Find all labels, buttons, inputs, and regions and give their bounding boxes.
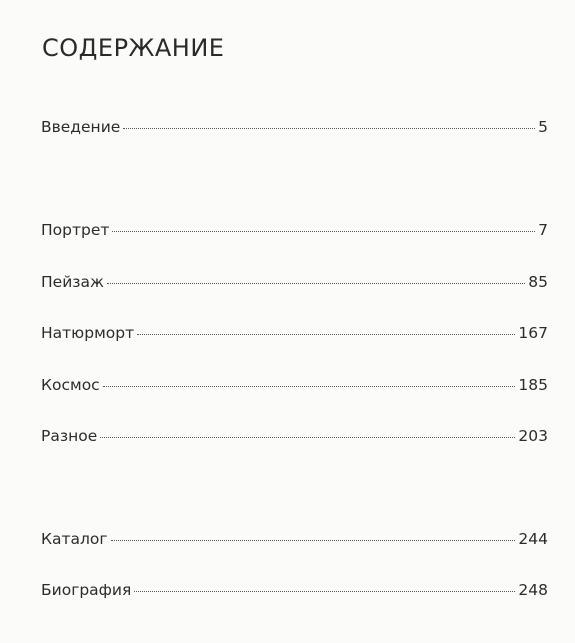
toc-entry-miscellaneous[interactable] [41, 427, 548, 451]
toc-entry-label: Разное [41, 427, 98, 445]
toc-entry-label: Космос [41, 376, 100, 394]
toc-entry-space[interactable] [41, 376, 548, 400]
toc-entry-page-number: 203 [518, 427, 548, 445]
dot-leader [111, 540, 516, 541]
page-title: СОДЕРЖАНИЕ [42, 34, 225, 62]
toc-entry-label: Введение [41, 118, 121, 136]
dot-leader [112, 231, 535, 232]
dot-leader [100, 437, 515, 438]
toc-entry-label: Пейзаж [41, 273, 104, 291]
dot-leader [103, 386, 516, 387]
toc-entry-page-number: 244 [518, 530, 548, 548]
toc-entry-page-number: 167 [518, 324, 548, 342]
toc-entry-label: Портрет [41, 221, 110, 239]
dot-leader [134, 591, 515, 592]
toc-entry-label: Биография [41, 581, 132, 599]
toc-entry-page-number: 185 [518, 376, 548, 394]
toc-entry-portrait[interactable] [41, 221, 548, 245]
toc-entry-landscape[interactable] [41, 273, 548, 297]
dot-leader [107, 283, 525, 284]
dot-leader [123, 128, 535, 129]
dot-leader [137, 334, 515, 335]
toc-entry-page-number: 248 [518, 581, 548, 599]
toc-entry-label: Натюрморт [41, 324, 135, 342]
toc-entry-page-number: 85 [528, 273, 548, 291]
toc-entry-label: Каталог [41, 530, 108, 548]
toc-entry-still-life[interactable] [41, 324, 548, 348]
toc-entry-catalog[interactable] [41, 530, 548, 554]
toc-entry-introduction[interactable] [41, 118, 548, 142]
toc-entry-page-number: 5 [538, 118, 548, 136]
toc-entry-page-number: 7 [538, 221, 548, 239]
toc-entry-biography[interactable] [41, 581, 548, 605]
